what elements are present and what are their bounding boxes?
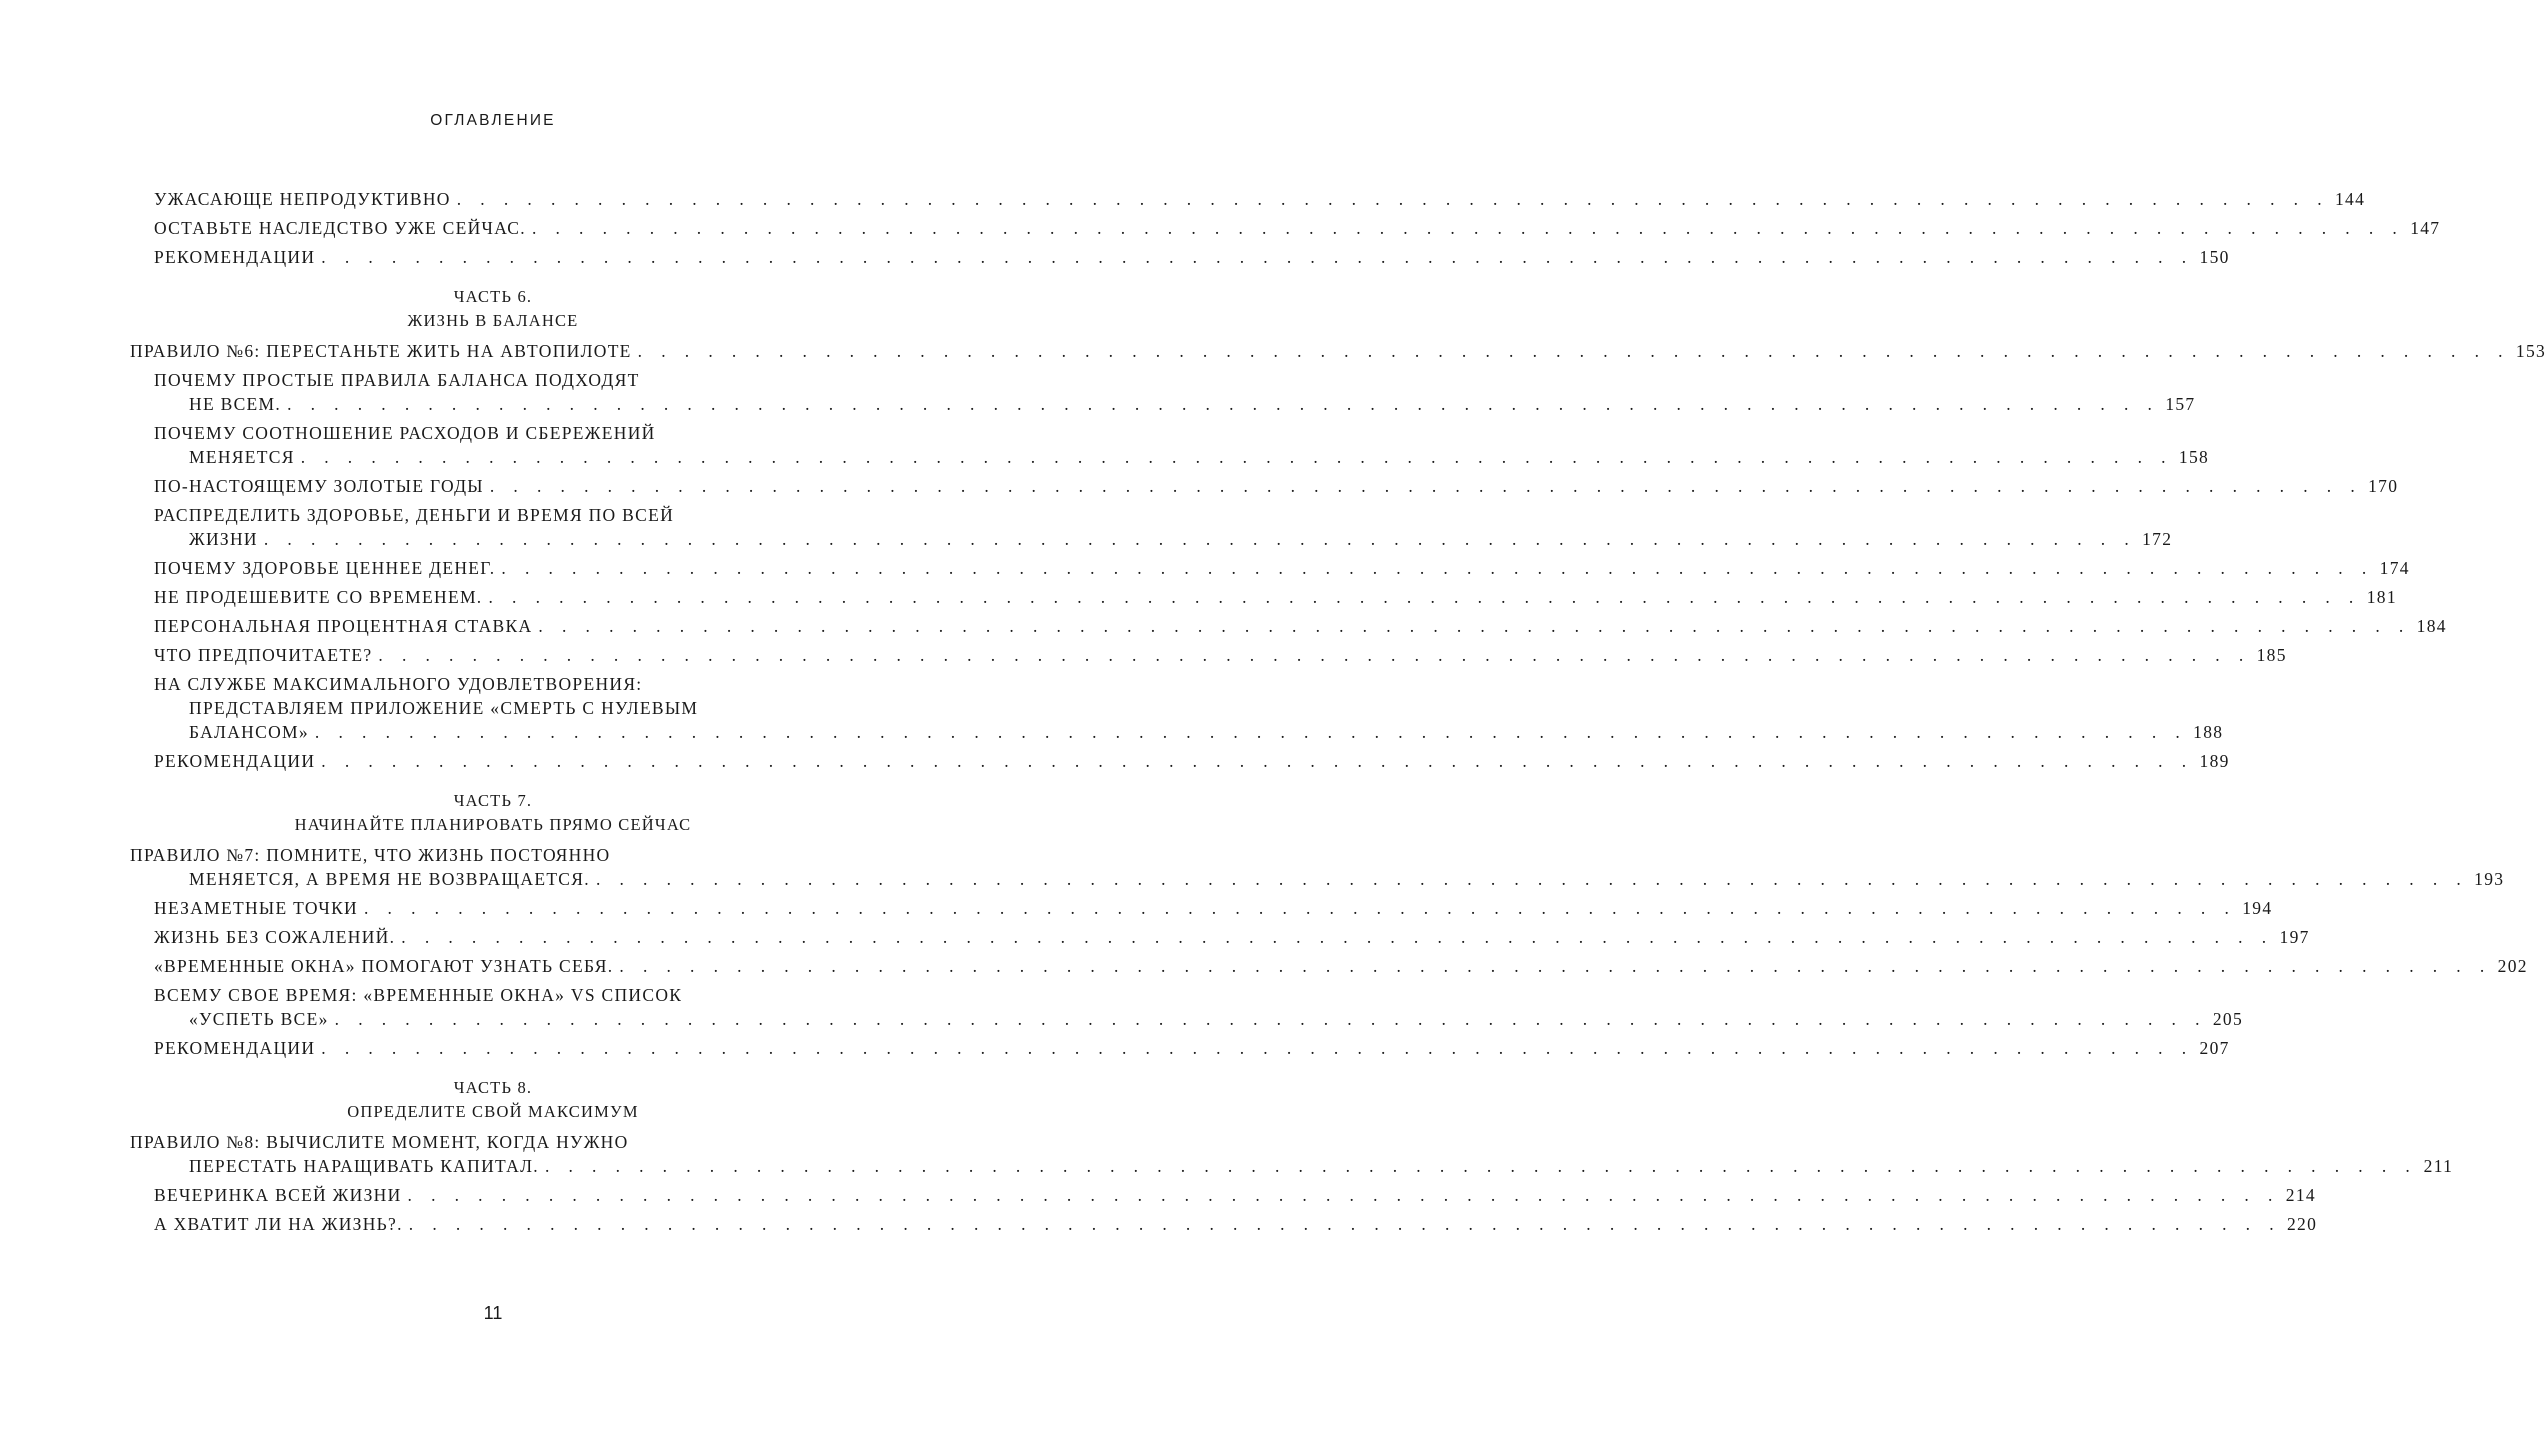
dot-leader: . . . . . . . . . . . . . . . . . . . . . . . . . . . . . . . . . . . . . . . . . . . . . . . . . . . . . . . . . . . . . . . . . . . . . . . . . . . . . . . . [314, 722, 2188, 742]
toc-entry-title: «ВРЕМЕННЫЕ ОКНА» ПОМОГАЮТ УЗНАТЬ СЕБЯ. [154, 956, 614, 976]
toc-page-number: 150 [2199, 247, 2230, 267]
part-title: ЖИЗНЬ В БАЛАНСЕ [407, 311, 579, 330]
toc-page-number: 207 [2199, 1038, 2230, 1058]
toc-entry-line [0, 1212, 2318, 1236]
toc-page-number: 170 [2368, 476, 2399, 496]
toc-page-number: 181 [2366, 587, 2397, 607]
toc-entry-line [0, 867, 2505, 891]
toc-entry[interactable] [0, 368, 2196, 416]
part-title: ОПРЕДЕЛИТЕ СВОЙ МАКСИМУМ [347, 1102, 639, 1121]
toc-page-number: 147 [2410, 218, 2441, 238]
toc-page-number: 214 [2285, 1185, 2316, 1205]
dot-leader: . . . . . . . . . . . . . . . . . . . . . . . . . . . . . . . . . . . . . . . . . . . . . . . . . . . . . . . . . . . . . . . . . . . . . . . . . . . . . . . . [544, 1156, 2418, 1176]
table-of-contents [0, 187, 2546, 1241]
toc-page-number: 220 [2287, 1214, 2318, 1234]
part-number: ЧАСТЬ 7. [453, 791, 533, 810]
toc-entry[interactable] [0, 245, 2230, 269]
toc-entry[interactable] [0, 1183, 2316, 1207]
toc-entry[interactable] [0, 925, 2310, 949]
dot-leader: . . . . . . . . . . . . . . . . . . . . . . . . . . . . . . . . . . . . . . . . . . . . . . . . . . . . . . . . . . . . . . . . . . . . . . . . . . . . . . . . [321, 247, 2194, 267]
toc-rule-entry[interactable] [0, 1130, 2454, 1178]
toc-entry-line [0, 216, 2441, 240]
toc-entry-title: ПО-НАСТОЯЩЕМУ ЗОЛОТЫЕ ГОДЫ [154, 476, 484, 496]
toc-entry[interactable] [0, 1212, 2318, 1236]
toc-entry-title: А ХВАТИТ ЛИ НА ЖИЗНЬ?. [154, 1214, 403, 1234]
toc-entry[interactable] [0, 474, 2399, 498]
toc-entry-line [0, 1183, 2316, 1207]
toc-page-number: 153 [2515, 341, 2546, 361]
toc-entry[interactable] [0, 1036, 2230, 1060]
toc-entry-title: НА СЛУЖБЕ МАКСИМАЛЬНОГО УДОВЛЕТВОРЕНИЯ: [154, 674, 643, 694]
toc-entry-line [0, 556, 2410, 580]
toc-entry-title: БАЛАНСОМ» [189, 722, 309, 742]
dot-leader: . . . . . . . . . . . . . . . . . . . . . . . . . . . . . . . . . . . . . . . . . . . . . . . . . . . . . . . . . . . . . . . . . . . . . . . . . . . . . . . . [489, 476, 2363, 496]
toc-page-number: 157 [2165, 394, 2196, 414]
toc-entry-title: ПЕРСОНАЛЬНАЯ ПРОЦЕНТНАЯ СТАВКА [154, 616, 533, 636]
page-header: ОГЛАВЛЕНИЕ [430, 112, 556, 129]
part-title: НАЧИНАЙТЕ ПЛАНИРОВАТЬ ПРЯМО СЕЙЧАС [294, 815, 692, 834]
toc-entry-title: «УСПЕТЬ ВСЕ» [189, 1009, 329, 1029]
toc-entry-line [0, 954, 2528, 978]
toc-page-number: 197 [2279, 927, 2310, 947]
toc-entry[interactable] [0, 954, 2528, 978]
toc-entry-title: ЧТО ПРЕДПОЧИТАЕТЕ? [154, 645, 373, 665]
toc-entry[interactable] [0, 503, 2173, 551]
toc-entry-line [0, 392, 2196, 416]
dot-leader: . . . . . . . . . . . . . . . . . . . . . . . . . . . . . . . . . . . . . . . . . . . . . . . . . . . . . . . . . . . . . . . . . . . . . . . . . . . . . . . . [364, 898, 2237, 918]
toc-entry-title: НЕ ВСЕМ. [189, 394, 282, 414]
toc-entry-title: МЕНЯЕТСЯ, А ВРЕМЯ НЕ ВОЗВРАЩАЕТСЯ. [189, 869, 590, 889]
toc-entry-line [0, 643, 2287, 667]
toc-entry[interactable] [0, 614, 2447, 638]
part-number: ЧАСТЬ 8. [453, 1078, 533, 1097]
toc-entry[interactable] [0, 216, 2441, 240]
toc-page-number: 158 [2178, 447, 2210, 467]
toc-entry-line [0, 843, 986, 867]
part-number: ЧАСТЬ 6. [453, 287, 533, 306]
toc-entry-title: ПЕРЕСТАТЬ НАРАЩИВАТЬ КАПИТАЛ. [189, 1156, 539, 1176]
toc-page-number: 185 [2256, 645, 2287, 665]
dot-leader: . . . . . . . . . . . . . . . . . . . . . . . . . . . . . . . . . . . . . . . . . . . . . . . . . . . . . . . . . . . . . . . . . . . . . . . . . . . . . . . . [378, 645, 2251, 665]
toc-entry[interactable] [0, 585, 2397, 609]
page-number: 11 [483, 1303, 503, 1323]
toc-page-number: 194 [2242, 898, 2273, 918]
toc-entry[interactable] [0, 556, 2410, 580]
toc-entry-title: МЕНЯЕТСЯ [189, 447, 295, 467]
dot-leader: . . . . . . . . . . . . . . . . . . . . . . . . . . . . . . . . . . . . . . . . . . . . . . . . . . . . . . . . . . . . . . . . . . . . . . . . . . . . . . . . [263, 529, 2137, 549]
dot-leader: . . . . . . . . . . . . . . . . . . . . . . . . . . . . . . . . . . . . . . . . . . . . . . . . . . . . . . . . . . . . . . . . . . . . . . . . . . . . . . . . [321, 751, 2194, 771]
toc-page-number: 202 [2497, 956, 2528, 976]
toc-entry-line [0, 696, 986, 720]
toc-entry-line [0, 368, 986, 392]
toc-entry-line [0, 585, 2397, 609]
toc-entry-title: ПОЧЕМУ ЗДОРОВЬЕ ЦЕННЕЕ ДЕНЕГ. [154, 558, 496, 578]
toc-entry-title: ПРАВИЛО №8: ВЫЧИСЛИТЕ МОМЕНТ, КОГДА НУЖНО [130, 1132, 629, 1152]
dot-leader: . . . . . . . . . . . . . . . . . . . . . . . . . . . . . . . . . . . . . . . . . . . . . . . . . . . . . . . . . . . . . . . . . . . . . . . . . . . . . . . . [501, 558, 2374, 578]
toc-entry[interactable] [0, 187, 2366, 211]
dot-leader: . . . . . . . . . . . . . . . . . . . . . . . . . . . . . . . . . . . . . . . . . . . . . . . . . . . . . . . . . . . . . . . . . . . . . . . . . . . . . . . . [538, 616, 2411, 636]
toc-entry-line [0, 749, 2230, 773]
toc-entry[interactable] [0, 421, 2210, 469]
toc-entry-title: ПРАВИЛО №7: ПОМНИТЕ, ЧТО ЖИЗНЬ ПОСТОЯННО [130, 845, 611, 865]
toc-page-number: 174 [2379, 558, 2410, 578]
toc-entry-title: ПРАВИЛО №6: ПЕРЕСТАНЬТЕ ЖИТЬ НА АВТОПИЛОТЕ [130, 341, 632, 361]
dot-leader: . . . . . . . . . . . . . . . . . . . . . . . . . . . . . . . . . . . . . . . . . . . . . . . . . . . . . . . . . . . . . . . . . . . . . . . . . . . . . . . . [334, 1009, 2207, 1029]
toc-entry-title: ОСТАВЬТЕ НАСЛЕДСТВО УЖЕ СЕЙЧАС. [154, 218, 526, 238]
toc-entry-title: ВЕЧЕРИНКА ВСЕЙ ЖИЗНИ [154, 1185, 402, 1205]
toc-entry-line [0, 1007, 2244, 1031]
toc-entry-title: НЕ ПРОДЕШЕВИТЕ СО ВРЕМЕНЕМ. [154, 587, 483, 607]
toc-entry-title: ВСЕМУ СВОЕ ВРЕМЯ: «ВРЕМЕННЫЕ ОКНА» VS СПИСОК [154, 985, 683, 1005]
toc-entry[interactable] [0, 643, 2287, 667]
toc-entry-line [0, 1154, 2454, 1178]
dot-leader: . . . . . . . . . . . . . . . . . . . . . . . . . . . . . . . . . . . . . . . . . . . . . . . . . . . . . . . . . . . . . . . . . . . . . . . . . . . . . . . . [401, 927, 2274, 947]
toc-entry-line [0, 445, 2210, 469]
toc-page-number: 188 [2193, 722, 2224, 742]
toc-entry-title: РЕКОМЕНДАЦИИ [154, 1038, 316, 1058]
toc-entry-line [0, 896, 2273, 920]
dot-leader: . . . . . . . . . . . . . . . . . . . . . . . . . . . . . . . . . . . . . . . . . . . . . . . . . . . . . . . . . . . . . . . . . . . . . . . . . . . . . . . . [407, 1185, 2280, 1205]
toc-entry-title: УЖАСАЮЩЕ НЕПРОДУКТИВНО [154, 189, 451, 209]
toc-entry-line [0, 527, 2173, 551]
toc-entry-title: ПРЕДСТАВЛЯЕМ ПРИЛОЖЕНИЕ «СМЕРТЬ С НУЛЕВЫМ [189, 698, 699, 718]
toc-entry-title: РЕКОМЕНДАЦИИ [154, 247, 316, 267]
toc-entry-title: ПОЧЕМУ СООТНОШЕНИЕ РАСХОДОВ И СБЕРЕЖЕНИЙ [154, 423, 656, 443]
toc-page-number: 211 [2423, 1156, 2454, 1176]
toc-entry-line [0, 474, 2399, 498]
toc-entry-title: НЕЗАМЕТНЫЕ ТОЧКИ [154, 898, 358, 918]
toc-entry-line [0, 245, 2230, 269]
toc-entry-line [0, 614, 2447, 638]
toc-page-number: 144 [2334, 189, 2366, 209]
toc-entry-line [0, 187, 2366, 211]
toc-entry-title: РАСПРЕДЕЛИТЬ ЗДОРОВЬЕ, ДЕНЬГИ И ВРЕМЯ ПО ВСЕЙ [154, 505, 675, 525]
toc-page-number: 205 [2212, 1009, 2244, 1029]
dot-leader: . . . . . . . . . . . . . . . . . . . . . . . . . . . . . . . . . . . . . . . . . . . . . . . . . . . . . . . . . . . . . . . . . . . . . . . . . . . . . . . . [456, 189, 2329, 209]
toc-entry-title: ЖИЗНЬ БЕЗ СОЖАЛЕНИЙ. [154, 927, 396, 947]
dot-leader: . . . . . . . . . . . . . . . . . . . . . . . . . . . . . . . . . . . . . . . . . . . . . . . . . . . . . . . . . . . . . . . . . . . . . . . . . . . . . . . . [408, 1214, 2281, 1234]
toc-entry-line [0, 720, 2224, 744]
toc-entry[interactable] [0, 983, 2244, 1031]
toc-rule-entry[interactable] [0, 339, 2546, 363]
toc-entry-title: РЕКОМЕНДАЦИИ [154, 751, 316, 771]
toc-entry-line [0, 983, 986, 1007]
toc-page-number: 189 [2199, 751, 2230, 771]
toc-entry-line [0, 339, 2546, 363]
toc-entry-line [0, 672, 986, 696]
dot-leader: . . . . . . . . . . . . . . . . . . . . . . . . . . . . . . . . . . . . . . . . . . . . . . . . . . . . . . . . . . . . . . . . . . . . . . . . . . . . . . . . [287, 394, 2160, 414]
toc-entry-title: ЖИЗНИ [189, 529, 258, 549]
toc-entry-line [0, 503, 986, 527]
toc-rule-entry[interactable] [0, 843, 2505, 891]
dot-leader: . . . . . . . . . . . . . . . . . . . . . . . . . . . . . . . . . . . . . . . . . . . . . . . . . . . . . . . . . . . . . . . . . . . . . . . . . . . . . . . . [637, 341, 2510, 361]
toc-entry-line [0, 1036, 2230, 1060]
dot-leader: . . . . . . . . . . . . . . . . . . . . . . . . . . . . . . . . . . . . . . . . . . . . . . . . . . . . . . . . . . . . . . . . . . . . . . . . . . . . . . . . [531, 218, 2405, 238]
dot-leader: . . . . . . . . . . . . . . . . . . . . . . . . . . . . . . . . . . . . . . . . . . . . . . . . . . . . . . . . . . . . . . . . . . . . . . . . . . . . . . . . [300, 447, 2173, 467]
toc-page-number: 184 [2416, 616, 2447, 636]
toc-page-number: 193 [2474, 869, 2505, 889]
toc-entry-line [0, 421, 986, 445]
toc-entry-title: ПОЧЕМУ ПРОСТЫЕ ПРАВИЛА БАЛАНСА ПОДХОДЯТ [154, 370, 640, 390]
dot-leader: . . . . . . . . . . . . . . . . . . . . . . . . . . . . . . . . . . . . . . . . . . . . . . . . . . . . . . . . . . . . . . . . . . . . . . . . . . . . . . . . [488, 587, 2361, 607]
dot-leader: . . . . . . . . . . . . . . . . . . . . . . . . . . . . . . . . . . . . . . . . . . . . . . . . . . . . . . . . . . . . . . . . . . . . . . . . . . . . . . . . [619, 956, 2492, 976]
dot-leader: . . . . . . . . . . . . . . . . . . . . . . . . . . . . . . . . . . . . . . . . . . . . . . . . . . . . . . . . . . . . . . . . . . . . . . . . . . . . . . . . [595, 869, 2469, 889]
toc-entry-line [0, 1130, 986, 1154]
dot-leader: . . . . . . . . . . . . . . . . . . . . . . . . . . . . . . . . . . . . . . . . . . . . . . . . . . . . . . . . . . . . . . . . . . . . . . . . . . . . . . . . [321, 1038, 2194, 1058]
toc-entry-line [0, 925, 2310, 949]
toc-entry[interactable] [0, 672, 2224, 744]
toc-entry[interactable] [0, 749, 2230, 773]
toc-entry[interactable] [0, 896, 2273, 920]
toc-page-number: 172 [2142, 529, 2173, 549]
